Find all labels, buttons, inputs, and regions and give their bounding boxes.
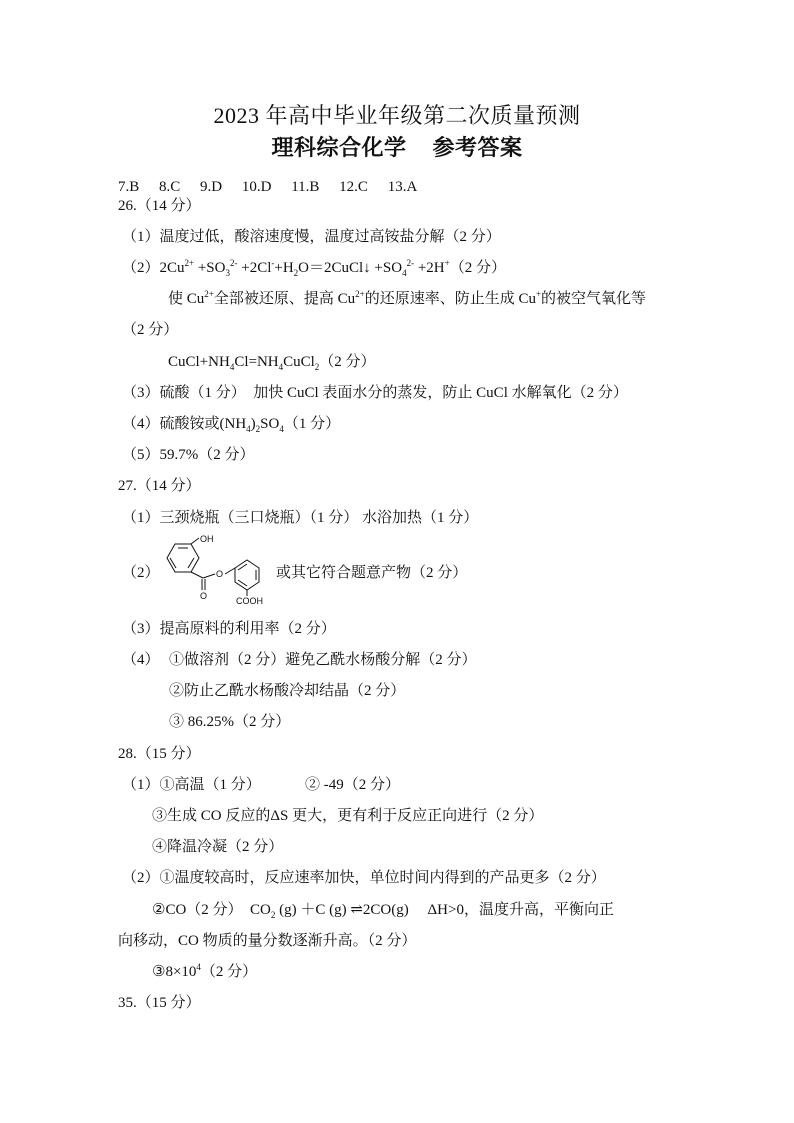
q27-part4-item1: ①做溶剂（2 分）避免乙酰水杨酸分解（2 分） (169, 652, 477, 668)
mc-answer: 12.C (339, 179, 368, 195)
q28-part2-item1: （2）①温度较高时，反应速率加快，单位时间内得到的产品更多（2 分） (122, 870, 606, 886)
multiple-choice-answers (118, 178, 433, 196)
q35-header: 35.（15 分） (118, 995, 201, 1011)
mc-answer: 8.C (159, 179, 181, 195)
q28-part1-item4: ④降温冷凝（2 分） (152, 839, 284, 855)
q26-part5: （5）59.7%（2 分） (122, 447, 255, 463)
structure-carbonyl-oxygen-label: O (200, 591, 208, 601)
subtitle-answer-key: 参考答案 (432, 135, 523, 160)
q27-part3: （3）提高原料的利用率（2 分） (122, 621, 336, 637)
q26-part2-equation: $(2)2Cu^{2+} +SO_3^{2-}$ $+2Cl^-+H_2O=2CuCl↓ +SO_4^{2-} +2H^+(2$ 分） (122, 258, 506, 278)
q27-part1: （1）三颈烧瓶（三口烧瓶）（1 分） 水浴加热（1 分） (122, 510, 479, 526)
structure-oh-label: OH (200, 534, 214, 544)
q27-part4-label: （4） (122, 652, 160, 668)
q27-part4-item2: ②防止乙酰水杨酸冷却结晶（2 分） (169, 683, 406, 699)
mc-answer: 13.A (387, 179, 418, 195)
mc-answer: 9.D (200, 179, 223, 195)
q28-part1-item2: ② -49（2 分） (305, 777, 400, 793)
q28-part2-item2-cont: 向移动，CO 物质的量分数逐渐升高。（2 分） (118, 933, 417, 949)
page-title: 2023 年高中毕业年级第二次质量预测 (213, 103, 581, 128)
q28-part1-item3: ③生成 CO 反应的ΔS 更大，更有利于反应正向进行（2 分） (152, 808, 544, 824)
q26-header: 26.（14 分） (118, 198, 201, 214)
ester-structure-diagram (155, 534, 275, 606)
q26-part3: （3）硫酸（1 分） 加快 CuCl 表面水分的蒸发，防止 CuCl 水解氧化（2 分） (122, 385, 628, 401)
q26-part2-equation2: $CuCl+NH_4Cl=NH_4CuCl_2(2$ 分） (168, 354, 376, 372)
q27-part4-item3: ③ 86.25%（2 分） (169, 714, 291, 730)
page-subtitle (0, 131, 794, 162)
mc-answer: 11.B (291, 179, 320, 195)
q27-header: 27.（14 分） (118, 478, 201, 494)
mc-answer: 7.B (118, 179, 140, 195)
mc-answer: 10.D (241, 179, 272, 195)
q26-part1: （1）温度过低，酸溶速度慢，温度过高铵盐分解（2 分） (122, 229, 501, 245)
subtitle-subject: 理科综合化学 (271, 135, 407, 160)
q26-part4: （4）硫酸铵或$(NH_4)_2SO_4(1$ 分） (122, 416, 341, 434)
q27-part2-label: （2） (122, 565, 160, 581)
structure-cooh-label: COOH (236, 596, 263, 606)
q28-part1-item1: （1）①高温（1 分） (122, 777, 261, 793)
structure-ester-oxygen-label: O (216, 569, 224, 579)
q28-header: 28.（15 分） (118, 746, 201, 762)
q27-part2-text: 或其它符合题意产物（2 分） (276, 565, 468, 581)
q26-part2-explanation: 使 $Cu^{2+}$全部被还原、提高 $Cu^{2+}$的还原速率、防止生成 Cu+的被空气氧化等 (168, 289, 647, 307)
q28-part2-item2: ②CO（2 分） $CO_2$ (g) ＋C (g) ⇌2CO(g) ΔH>0，温度升高，平衡向正 (152, 902, 614, 920)
q26-part2-score: （2 分） (122, 322, 179, 338)
q28-part2-item3: $③8\times 10^4(2$ 分） (152, 962, 258, 980)
